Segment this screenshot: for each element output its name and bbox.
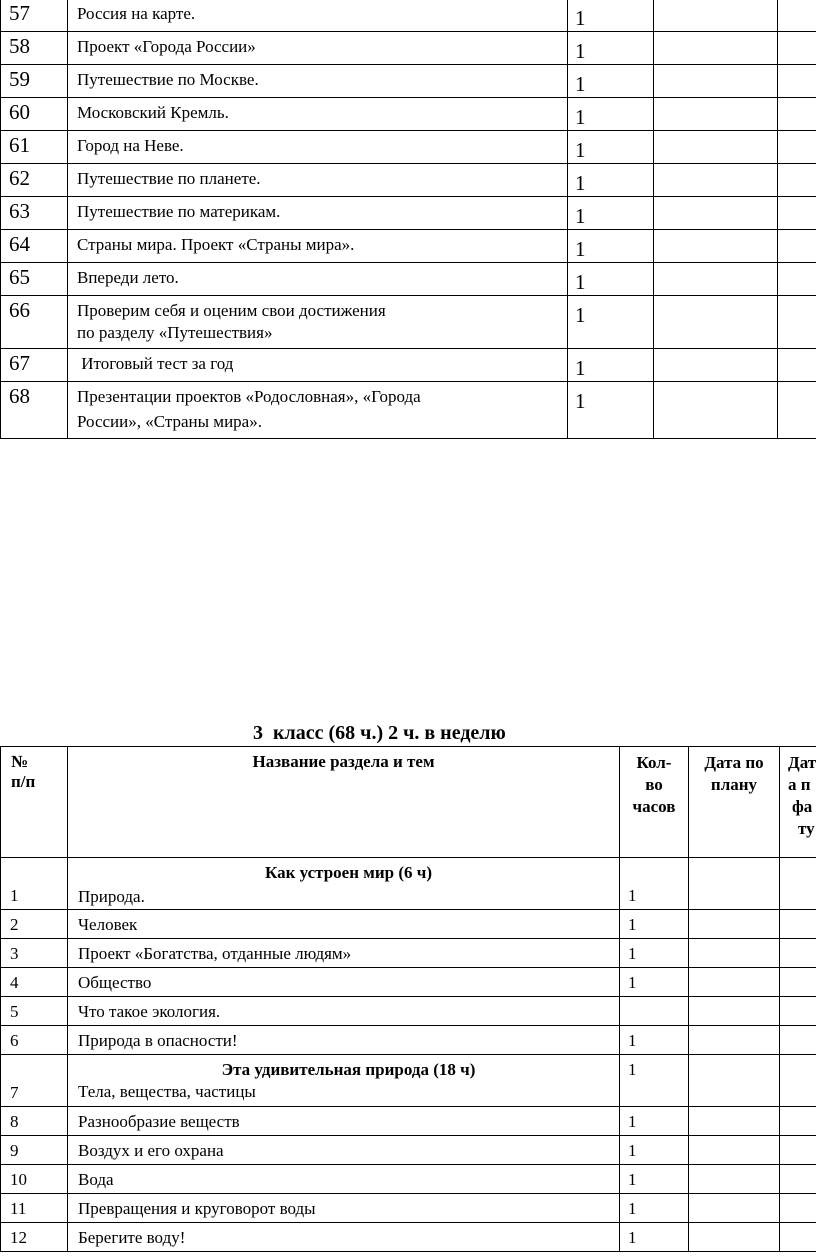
table-row: 12 Берегите воду! 1 (1, 1223, 816, 1252)
table-header-row (1, 747, 816, 858)
table-row: 68 Презентации проектов «Родословная», «Города России», «Страны мира». 1 (1, 382, 816, 439)
table-row: 8 Разнообразие веществ 1 (1, 1107, 816, 1136)
table-row: 61 Город на Неве. 1 (1, 131, 816, 164)
table-row: 4 Общество 1 (1, 968, 816, 997)
table-row: 64 Страны мира. Проект «Страны мира». 1 (1, 230, 816, 263)
table-row: 62 Путешествие по планете. 1 (1, 164, 816, 197)
table-row: 3 Проект «Богатства, отданные людям» 1 (1, 939, 816, 968)
header-date-plan: Дата по плану (689, 747, 780, 858)
table-row: 63 Путешествие по материкам. 1 (1, 197, 816, 230)
table-row: 2 Человек 1 (1, 910, 816, 939)
table-row: 66 Проверим себя и оценим свои достижения по разделу «Путешествия» 1 (1, 296, 816, 349)
table-row: 57 Россия на карте. 1 (1, 0, 816, 32)
table-row: 65 Впереди лето. 1 (1, 263, 816, 296)
table-row: 1 Как устроен мир (6 ч) Природа. 1 (1, 858, 816, 910)
table-row: 7 Эта удивительная природа (18 ч) Тела, вещества, частицы 1 (1, 1055, 816, 1107)
header-num: № п/п (1, 747, 68, 858)
table-row: 67 Итоговый тест за год 1 (1, 349, 816, 382)
section-heading: Как устроен мир (6 ч) (264, 863, 432, 882)
lesson-table-grade3 (0, 746, 816, 1252)
table-row: 6 Природа в опасности! 1 (1, 1026, 816, 1055)
lesson-table-top (0, 0, 816, 439)
header-date-fact: Дат а п фа ту (780, 747, 816, 858)
table-row: 5 Что такое экология. (1, 997, 816, 1026)
table-row: 58 Проект «Города России» 1 (1, 32, 816, 65)
table-row: 59 Путешествие по Москве. 1 (1, 65, 816, 98)
section-heading: Эта удивительная природа (18 ч) (221, 1060, 476, 1079)
table-row: 11 Превращения и круговорот воды 1 (1, 1194, 816, 1223)
table-row: 9 Воздух и его охрана 1 (1, 1136, 816, 1165)
header-topic: Название раздела и тем (68, 747, 620, 858)
table-row: 60 Московский Кремль. 1 (1, 98, 816, 131)
table-row: 10 Вода 1 (1, 1165, 816, 1194)
header-hours: Кол- во часов (620, 747, 689, 858)
